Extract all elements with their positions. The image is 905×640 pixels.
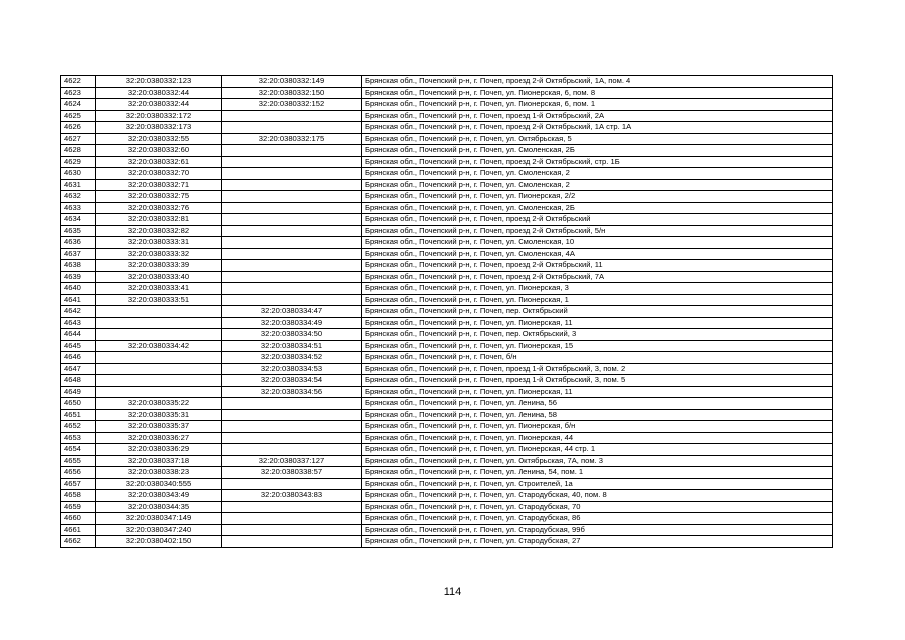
address-cell: Брянская обл., Почепский р-н, г. Почеп, проезд 2-й Октябрьский, 11 xyxy=(362,260,833,272)
row-number-cell: 4635 xyxy=(61,225,96,237)
row-number-cell: 4628 xyxy=(61,145,96,157)
row-number-cell: 4651 xyxy=(61,409,96,421)
registry-table xyxy=(60,75,833,548)
object-cadastral-number-cell xyxy=(222,202,362,214)
land-cadastral-number-cell: 32:20:0380335:31 xyxy=(96,409,222,421)
table-row xyxy=(61,76,833,88)
table-row xyxy=(61,501,833,513)
table-row xyxy=(61,214,833,226)
row-number-cell: 4633 xyxy=(61,202,96,214)
table-row xyxy=(61,398,833,410)
row-number-cell: 4654 xyxy=(61,444,96,456)
row-number-cell: 4657 xyxy=(61,478,96,490)
address-cell: Брянская обл., Почепский р-н, г. Почеп, ул. Смоленская, 2Б xyxy=(362,145,833,157)
row-number-cell: 4650 xyxy=(61,398,96,410)
address-cell: Брянская обл., Почепский р-н, г. Почеп, ул. Пионерская, 44 xyxy=(362,432,833,444)
address-cell: Брянская обл., Почепский р-н, г. Почеп, ул. Стародубская, 70 xyxy=(362,501,833,513)
land-cadastral-number-cell: 32:20:0380343:49 xyxy=(96,490,222,502)
address-cell: Брянская обл., Почепский р-н, г. Почеп, ул. Пионерская, 6, пом. 1 xyxy=(362,99,833,111)
address-cell: Брянская обл., Почепский р-н, г. Почеп, ул. Пионерская, б/н xyxy=(362,421,833,433)
row-number-cell: 4645 xyxy=(61,340,96,352)
land-cadastral-number-cell: 32:20:0380332:81 xyxy=(96,214,222,226)
address-cell: Брянская обл., Почепский р-н, г. Почеп, ул. Строителей, 1а xyxy=(362,478,833,490)
address-cell: Брянская обл., Почепский р-н, г. Почеп, ул. Пионерская, 15 xyxy=(362,340,833,352)
object-cadastral-number-cell xyxy=(222,524,362,536)
row-number-cell: 4647 xyxy=(61,363,96,375)
table-row xyxy=(61,386,833,398)
land-cadastral-number-cell: 32:20:0380340:555 xyxy=(96,478,222,490)
table-row xyxy=(61,513,833,525)
address-cell: Брянская обл., Почепский р-н, г. Почеп, проезд 1-й Октябрьский, 2А xyxy=(362,110,833,122)
table-row xyxy=(61,421,833,433)
land-cadastral-number-cell: 32:20:0380332:76 xyxy=(96,202,222,214)
object-cadastral-number-cell xyxy=(222,513,362,525)
object-cadastral-number-cell: 32:20:0380332:152 xyxy=(222,99,362,111)
row-number-cell: 4630 xyxy=(61,168,96,180)
object-cadastral-number-cell xyxy=(222,444,362,456)
object-cadastral-number-cell xyxy=(222,156,362,168)
table-row xyxy=(61,156,833,168)
table-row xyxy=(61,191,833,203)
row-number-cell: 4649 xyxy=(61,386,96,398)
land-cadastral-number-cell: 32:20:0380338:23 xyxy=(96,467,222,479)
land-cadastral-number-cell: 32:20:0380335:22 xyxy=(96,398,222,410)
address-cell: Брянская обл., Почепский р-н, г. Почеп, ул. Ленина, 56 xyxy=(362,398,833,410)
row-number-cell: 4643 xyxy=(61,317,96,329)
table-row xyxy=(61,237,833,249)
address-cell: Брянская обл., Почепский р-н, г. Почеп, пер. Октябрьский xyxy=(362,306,833,318)
table-row xyxy=(61,248,833,260)
land-cadastral-number-cell: 32:20:0380344:35 xyxy=(96,501,222,513)
address-cell: Брянская обл., Почепский р-н, г. Почеп, проезд 2-й Октябрьский, 1А стр. 1А xyxy=(362,122,833,134)
table-row xyxy=(61,352,833,364)
row-number-cell: 4644 xyxy=(61,329,96,341)
land-cadastral-number-cell: 32:20:0380333:40 xyxy=(96,271,222,283)
table-row xyxy=(61,444,833,456)
object-cadastral-number-cell: 32:20:0380343:83 xyxy=(222,490,362,502)
table-row xyxy=(61,490,833,502)
land-cadastral-number-cell: 32:20:0380335:37 xyxy=(96,421,222,433)
land-cadastral-number-cell: 32:20:0380332:44 xyxy=(96,87,222,99)
object-cadastral-number-cell xyxy=(222,283,362,295)
object-cadastral-number-cell xyxy=(222,536,362,548)
address-cell: Брянская обл., Почепский р-н, г. Почеп, ул. Смоленская, 2Б xyxy=(362,202,833,214)
row-number-cell: 4653 xyxy=(61,432,96,444)
land-cadastral-number-cell xyxy=(96,306,222,318)
table-row xyxy=(61,283,833,295)
land-cadastral-number-cell: 32:20:0380347:240 xyxy=(96,524,222,536)
address-cell: Брянская обл., Почепский р-н, г. Почеп, проезд 1-й Октябрьский, 3, пом. 2 xyxy=(362,363,833,375)
table-row xyxy=(61,455,833,467)
object-cadastral-number-cell xyxy=(222,248,362,260)
address-cell: Брянская обл., Почепский р-н, г. Почеп, проезд 1-й Октябрьский, 3, пом. 5 xyxy=(362,375,833,387)
address-cell: Брянская обл., Почепский р-н, г. Почеп, ул. Ленина, 58 xyxy=(362,409,833,421)
address-cell: Брянская обл., Почепский р-н, г. Почеп, ул. Октябрьская, 5 xyxy=(362,133,833,145)
row-number-cell: 4626 xyxy=(61,122,96,134)
table-row xyxy=(61,340,833,352)
row-number-cell: 4637 xyxy=(61,248,96,260)
table-row xyxy=(61,306,833,318)
land-cadastral-number-cell: 32:20:0380333:41 xyxy=(96,283,222,295)
address-cell: Брянская обл., Почепский р-н, г. Почеп, ул. Пионерская, 3 xyxy=(362,283,833,295)
table-row xyxy=(61,478,833,490)
object-cadastral-number-cell: 32:20:0380334:53 xyxy=(222,363,362,375)
row-number-cell: 4624 xyxy=(61,99,96,111)
table-row xyxy=(61,432,833,444)
address-cell: Брянская обл., Почепский р-н, г. Почеп, ул. Пионерская, 11 xyxy=(362,386,833,398)
row-number-cell: 4641 xyxy=(61,294,96,306)
row-number-cell: 4639 xyxy=(61,271,96,283)
object-cadastral-number-cell: 32:20:0380334:47 xyxy=(222,306,362,318)
address-cell: Брянская обл., Почепский р-н, г. Почеп, ул. Смоленская, 10 xyxy=(362,237,833,249)
registry-table-body xyxy=(61,76,833,548)
table-row xyxy=(61,467,833,479)
row-number-cell: 4658 xyxy=(61,490,96,502)
land-cadastral-number-cell: 32:20:0380333:31 xyxy=(96,237,222,249)
land-cadastral-number-cell: 32:20:0380336:29 xyxy=(96,444,222,456)
row-number-cell: 4646 xyxy=(61,352,96,364)
row-number-cell: 4642 xyxy=(61,306,96,318)
land-cadastral-number-cell xyxy=(96,375,222,387)
table-row xyxy=(61,329,833,341)
table-row xyxy=(61,133,833,145)
object-cadastral-number-cell xyxy=(222,225,362,237)
table-row xyxy=(61,536,833,548)
row-number-cell: 4629 xyxy=(61,156,96,168)
object-cadastral-number-cell xyxy=(222,409,362,421)
row-number-cell: 4661 xyxy=(61,524,96,536)
row-number-cell: 4632 xyxy=(61,191,96,203)
land-cadastral-number-cell: 32:20:0380332:71 xyxy=(96,179,222,191)
address-cell: Брянская обл., Почепский р-н, г. Почеп, ул. Октябрьская, 7А, пом. 3 xyxy=(362,455,833,467)
object-cadastral-number-cell xyxy=(222,237,362,249)
object-cadastral-number-cell xyxy=(222,214,362,226)
table-row xyxy=(61,317,833,329)
land-cadastral-number-cell: 32:20:0380332:173 xyxy=(96,122,222,134)
page-number: 114 xyxy=(443,586,462,598)
object-cadastral-number-cell xyxy=(222,168,362,180)
land-cadastral-number-cell xyxy=(96,386,222,398)
address-cell: Брянская обл., Почепский р-н, г. Почеп, ул. Пионерская, 1 xyxy=(362,294,833,306)
table-row xyxy=(61,363,833,375)
address-cell: Брянская обл., Почепский р-н, г. Почеп, пер. Октябрьский, 3 xyxy=(362,329,833,341)
object-cadastral-number-cell: 32:20:0380334:54 xyxy=(222,375,362,387)
address-cell: Брянская обл., Почепский р-н, г. Почеп, ул. Стародубская, 99б xyxy=(362,524,833,536)
object-cadastral-number-cell xyxy=(222,421,362,433)
row-number-cell: 4638 xyxy=(61,260,96,272)
address-cell: Брянская обл., Почепский р-н, г. Почеп, ул. Ленина, 54, пом. 1 xyxy=(362,467,833,479)
land-cadastral-number-cell: 32:20:0380333:32 xyxy=(96,248,222,260)
land-cadastral-number-cell: 32:20:0380332:60 xyxy=(96,145,222,157)
land-cadastral-number-cell: 32:20:0380333:51 xyxy=(96,294,222,306)
object-cadastral-number-cell xyxy=(222,145,362,157)
land-cadastral-number-cell: 32:20:0380332:75 xyxy=(96,191,222,203)
table-row xyxy=(61,110,833,122)
table-row xyxy=(61,87,833,99)
table-row xyxy=(61,294,833,306)
land-cadastral-number-cell: 32:20:0380402:150 xyxy=(96,536,222,548)
address-cell: Брянская обл., Почепский р-н, г. Почеп, проезд 2-й Октябрьский, стр. 1Б xyxy=(362,156,833,168)
address-cell: Брянская обл., Почепский р-н, г. Почеп, проезд 2-й Октябрьский xyxy=(362,214,833,226)
land-cadastral-number-cell: 32:20:0380332:82 xyxy=(96,225,222,237)
land-cadastral-number-cell xyxy=(96,363,222,375)
table-row xyxy=(61,168,833,180)
object-cadastral-number-cell xyxy=(222,191,362,203)
table-row xyxy=(61,260,833,272)
land-cadastral-number-cell xyxy=(96,352,222,364)
object-cadastral-number-cell xyxy=(222,398,362,410)
land-cadastral-number-cell: 32:20:0380332:55 xyxy=(96,133,222,145)
object-cadastral-number-cell: 32:20:0380334:51 xyxy=(222,340,362,352)
table-row xyxy=(61,271,833,283)
row-number-cell: 4623 xyxy=(61,87,96,99)
object-cadastral-number-cell: 32:20:0380332:150 xyxy=(222,87,362,99)
row-number-cell: 4622 xyxy=(61,76,96,88)
land-cadastral-number-cell: 32:20:0380333:39 xyxy=(96,260,222,272)
address-cell: Брянская обл., Почепский р-н, г. Почеп, ул. Смоленская, 2 xyxy=(362,168,833,180)
land-cadastral-number-cell: 32:20:0380336:27 xyxy=(96,432,222,444)
object-cadastral-number-cell: 32:20:0380338:57 xyxy=(222,467,362,479)
object-cadastral-number-cell: 32:20:0380334:52 xyxy=(222,352,362,364)
object-cadastral-number-cell xyxy=(222,110,362,122)
object-cadastral-number-cell: 32:20:0380334:50 xyxy=(222,329,362,341)
row-number-cell: 4625 xyxy=(61,110,96,122)
object-cadastral-number-cell: 32:20:0380337:127 xyxy=(222,455,362,467)
object-cadastral-number-cell: 32:20:0380334:49 xyxy=(222,317,362,329)
land-cadastral-number-cell: 32:20:0380332:172 xyxy=(96,110,222,122)
row-number-cell: 4655 xyxy=(61,455,96,467)
object-cadastral-number-cell xyxy=(222,501,362,513)
land-cadastral-number-cell: 32:20:0380332:70 xyxy=(96,168,222,180)
address-cell: Брянская обл., Почепский р-н, г. Почеп, ул. Стародубская, 27 xyxy=(362,536,833,548)
table-row xyxy=(61,409,833,421)
table-row xyxy=(61,202,833,214)
row-number-cell: 4652 xyxy=(61,421,96,433)
land-cadastral-number-cell: 32:20:0380347:149 xyxy=(96,513,222,525)
row-number-cell: 4660 xyxy=(61,513,96,525)
object-cadastral-number-cell xyxy=(222,432,362,444)
address-cell: Брянская обл., Почепский р-н, г. Почеп, ул. Пионерская, 11 xyxy=(362,317,833,329)
object-cadastral-number-cell xyxy=(222,179,362,191)
land-cadastral-number-cell xyxy=(96,317,222,329)
land-cadastral-number-cell: 32:20:0380332:61 xyxy=(96,156,222,168)
row-number-cell: 4659 xyxy=(61,501,96,513)
object-cadastral-number-cell xyxy=(222,271,362,283)
row-number-cell: 4640 xyxy=(61,283,96,295)
row-number-cell: 4634 xyxy=(61,214,96,226)
object-cadastral-number-cell: 32:20:0380332:175 xyxy=(222,133,362,145)
row-number-cell: 4631 xyxy=(61,179,96,191)
row-number-cell: 4648 xyxy=(61,375,96,387)
table-row xyxy=(61,225,833,237)
object-cadastral-number-cell xyxy=(222,260,362,272)
address-cell: Брянская обл., Почепский р-н, г. Почеп, ул. Пионерская, 2/2 xyxy=(362,191,833,203)
table-row xyxy=(61,145,833,157)
address-cell: Брянская обл., Почепский р-н, г. Почеп, ул. Пионерская, 6, пом. 8 xyxy=(362,87,833,99)
address-cell: Брянская обл., Почепский р-н, г. Почеп, проезд 2-й Октябрьский, 5/н xyxy=(362,225,833,237)
row-number-cell: 4627 xyxy=(61,133,96,145)
land-cadastral-number-cell: 32:20:0380337:18 xyxy=(96,455,222,467)
address-cell: Брянская обл., Почепский р-н, г. Почеп, ул. Стародубская, 40, пом. 8 xyxy=(362,490,833,502)
table-row xyxy=(61,99,833,111)
address-cell: Брянская обл., Почепский р-н, г. Почеп, б/н xyxy=(362,352,833,364)
address-cell: Брянская обл., Почепский р-н, г. Почеп, проезд 2-й Октябрьский, 1А, пом. 4 xyxy=(362,76,833,88)
object-cadastral-number-cell xyxy=(222,294,362,306)
row-number-cell: 4656 xyxy=(61,467,96,479)
object-cadastral-number-cell: 32:20:0380334:56 xyxy=(222,386,362,398)
object-cadastral-number-cell xyxy=(222,122,362,134)
table-row xyxy=(61,179,833,191)
object-cadastral-number-cell xyxy=(222,478,362,490)
address-cell: Брянская обл., Почепский р-н, г. Почеп, ул. Смоленская, 2 xyxy=(362,179,833,191)
land-cadastral-number-cell: 32:20:0380334:42 xyxy=(96,340,222,352)
row-number-cell: 4662 xyxy=(61,536,96,548)
address-cell: Брянская обл., Почепский р-н, г. Почеп, проезд 2-й Октябрьский, 7А xyxy=(362,271,833,283)
address-cell: Брянская обл., Почепский р-н, г. Почеп, ул. Пионерская, 44 стр. 1 xyxy=(362,444,833,456)
row-number-cell: 4636 xyxy=(61,237,96,249)
object-cadastral-number-cell: 32:20:0380332:149 xyxy=(222,76,362,88)
table-row xyxy=(61,122,833,134)
land-cadastral-number-cell xyxy=(96,329,222,341)
table-row xyxy=(61,375,833,387)
address-cell: Брянская обл., Почепский р-н, г. Почеп, ул. Стародубская, 86 xyxy=(362,513,833,525)
land-cadastral-number-cell: 32:20:0380332:123 xyxy=(96,76,222,88)
land-cadastral-number-cell: 32:20:0380332:44 xyxy=(96,99,222,111)
table-row xyxy=(61,524,833,536)
address-cell: Брянская обл., Почепский р-н, г. Почеп, ул. Смоленская, 4А xyxy=(362,248,833,260)
